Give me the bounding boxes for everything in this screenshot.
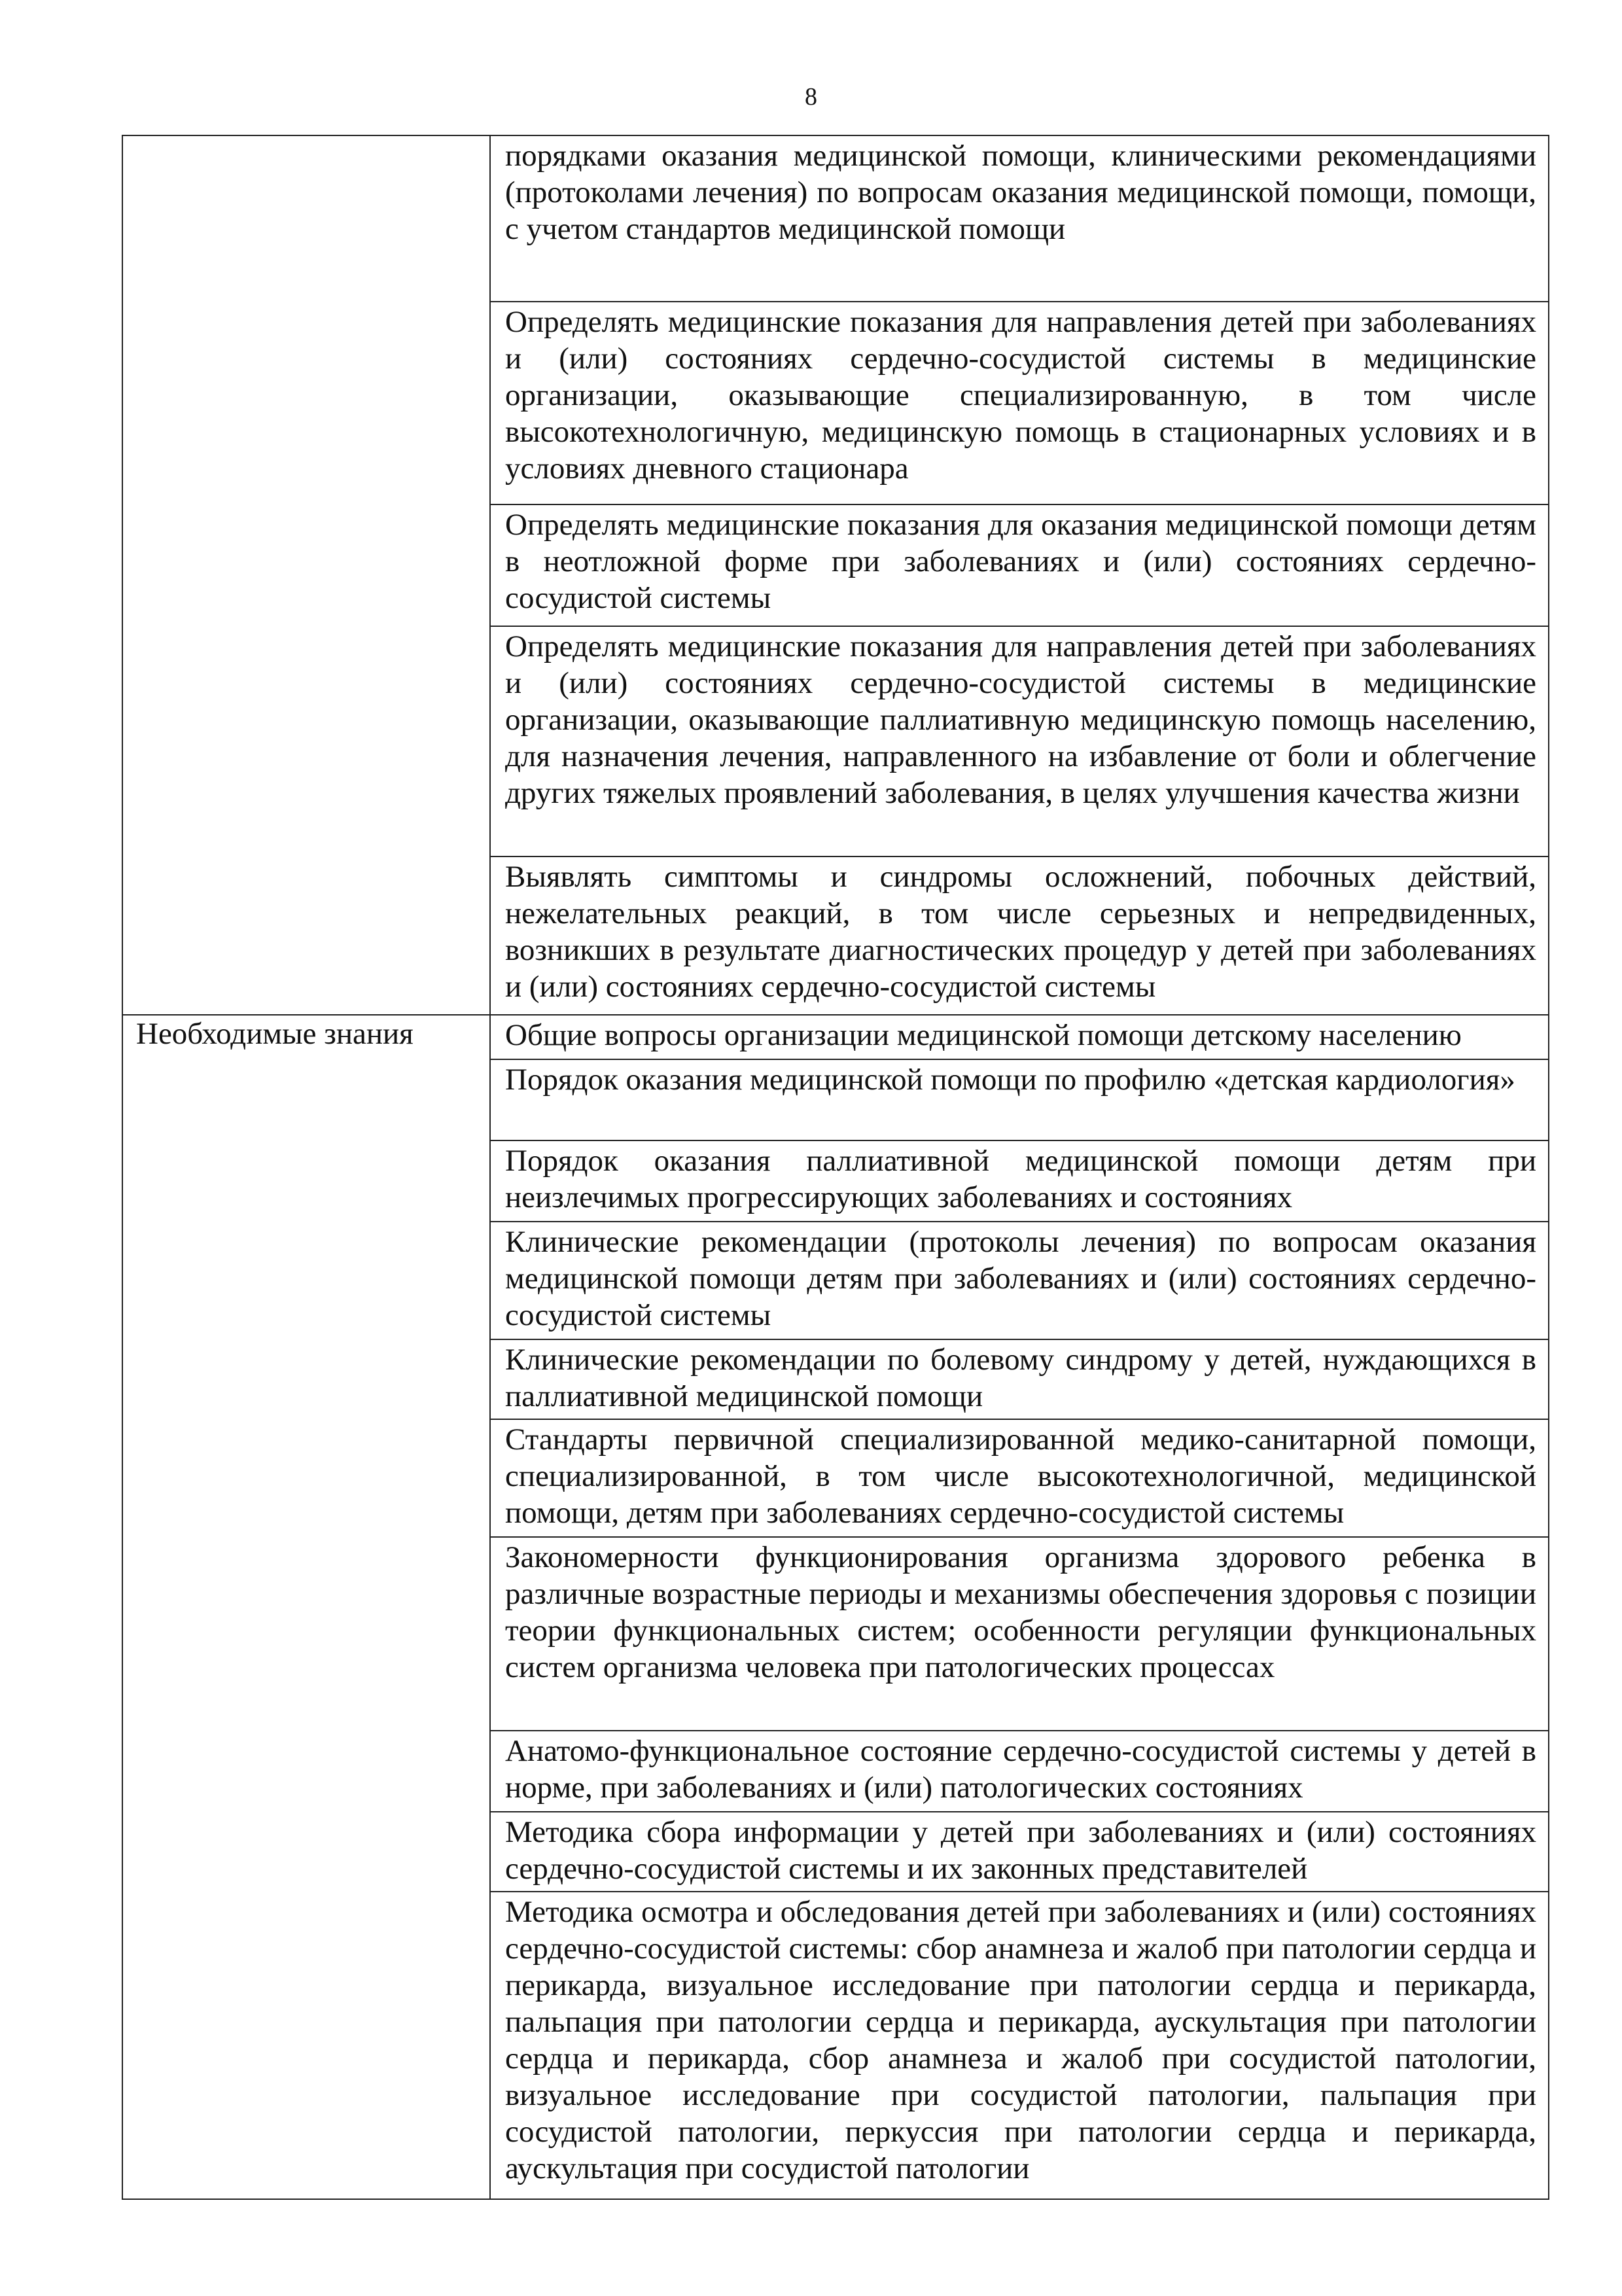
knowledge-cell [490, 1731, 1549, 1812]
knowledge-cell [490, 1537, 1549, 1731]
knowledge-text: Общие вопросы организации медицинской помощи детскому населению [505, 1018, 1462, 1052]
knowledge-cell [490, 1140, 1549, 1222]
skills-cell [490, 302, 1549, 504]
page-number: 8 [805, 83, 817, 111]
table-row [122, 1015, 1549, 1059]
knowledge-cell [490, 1339, 1549, 1419]
skill-text: Определять медицинские показания для направления детей при заболеваниях и (или) состояниях сердечно-сосудистой системы в медицинские организации, оказывающие специализированную, в том числе высокотехнологичную, медицинскую помощь в стационарных условиях и в условиях дневного стационара [505, 305, 1536, 486]
knowledge-text: Клинические рекомендации (протоколы лечения) по вопросам оказания медицинской помощи детям при заболеваниях и (или) состояниях сердечно-сосудистой системы [505, 1225, 1536, 1332]
knowledge-text: Стандарты первичной специализированной медико-санитарной помощи, специализированной, в том числе высокотехнологичной, медицинской помощи, детям при заболеваниях сердечно-сосудистой системы [505, 1422, 1536, 1530]
knowledge-text: Методика осмотра и обследования детей при заболеваниях и (или) состояниях сердечно-сосудистой системы: сбор анамнеза и жалоб при патологии сердца и перикарда, визуальное исследование при патологии сердца и перикарда, пальпация при патологии сердца и перикарда, аускультация при патологии сердца и перикарда, сбор анамнеза и жалоб при сосудистой патологии, визуальное исследование при сосудистой патологии, пальпация при сосудистой патологии, перкуссия при патологии сердца и перикарда, аускультация при сосудистой патологии [505, 1895, 1536, 2185]
knowledge-cell [490, 1015, 1549, 1059]
knowledge-label: Необходимые знания [136, 1017, 414, 1051]
knowledge-text: Порядок оказания паллиативной медицинской помощи детям при неизлечимых прогрессирующих заболеваниях и состояниях [505, 1144, 1536, 1214]
competency-table [122, 135, 1549, 2200]
knowledge-cell [490, 1812, 1549, 1892]
table-row [122, 135, 1549, 302]
skills-label-cell [122, 135, 490, 1015]
knowledge-text: Клинические рекомендации по болевому синдрому у детей, нуждающихся в паллиативной медицинской помощи [505, 1343, 1536, 1413]
knowledge-text: Порядок оказания медицинской помощи по профилю «детская кардиология» [505, 1063, 1515, 1097]
skill-text: Определять медицинские показания для направления детей при заболеваниях и (или) состояниях сердечно-сосудистой системы в медицинские организации, оказывающие паллиативную медицинскую помощь населению, для назначения лечения, направленного на избавление от боли и облегчение других тяжелых проявлений заболевания, в целях улучшения качества жизни [505, 629, 1536, 810]
knowledge-text: Методика сбора информации у детей при заболеваниях и (или) состояниях сердечно-сосудистой системы и их законных представителей [505, 1815, 1536, 1886]
knowledge-text: Закономерности функционирования организма здорового ребенка в различные возрастные периоды и механизмы обеспечения здоровья с позиции теории функциональных систем; особенности регуляции функциональных систем организма человека при патологических процессах [505, 1540, 1536, 1684]
knowledge-cell [490, 1419, 1549, 1537]
knowledge-cell [490, 1892, 1549, 2199]
knowledge-text: Анатомо-функциональное состояние сердечно-сосудистой системы у детей в норме, при заболеваниях и (или) патологических состояниях [505, 1734, 1536, 1805]
knowledge-label-cell [122, 1015, 490, 2199]
skill-text: Определять медицинские показания для оказания медицинской помощи детям в неотложной форме при заболеваниях и (или) состояниях сердечно-сосудистой системы [505, 508, 1536, 615]
knowledge-cell [490, 1059, 1549, 1140]
skill-text: Выявлять симптомы и синдромы осложнений, побочных действий, нежелательных реакций, в том числе серьезных и непредвиденных, возникших в результате диагностических процедур у детей при заболеваниях и (или) состояниях сердечно-сосудистой системы [505, 860, 1536, 1004]
skills-cell [490, 504, 1549, 626]
knowledge-cell [490, 1222, 1549, 1339]
skills-cell [490, 857, 1549, 1015]
skills-cell [490, 626, 1549, 857]
skills-cell [490, 135, 1549, 302]
skill-text: порядками оказания медицинской помощи, клиническими рекомендациями (протоколами лечения) по вопросам оказания медицинской помощи, помощи, с учетом стандартов медицинской помощи [505, 139, 1536, 246]
